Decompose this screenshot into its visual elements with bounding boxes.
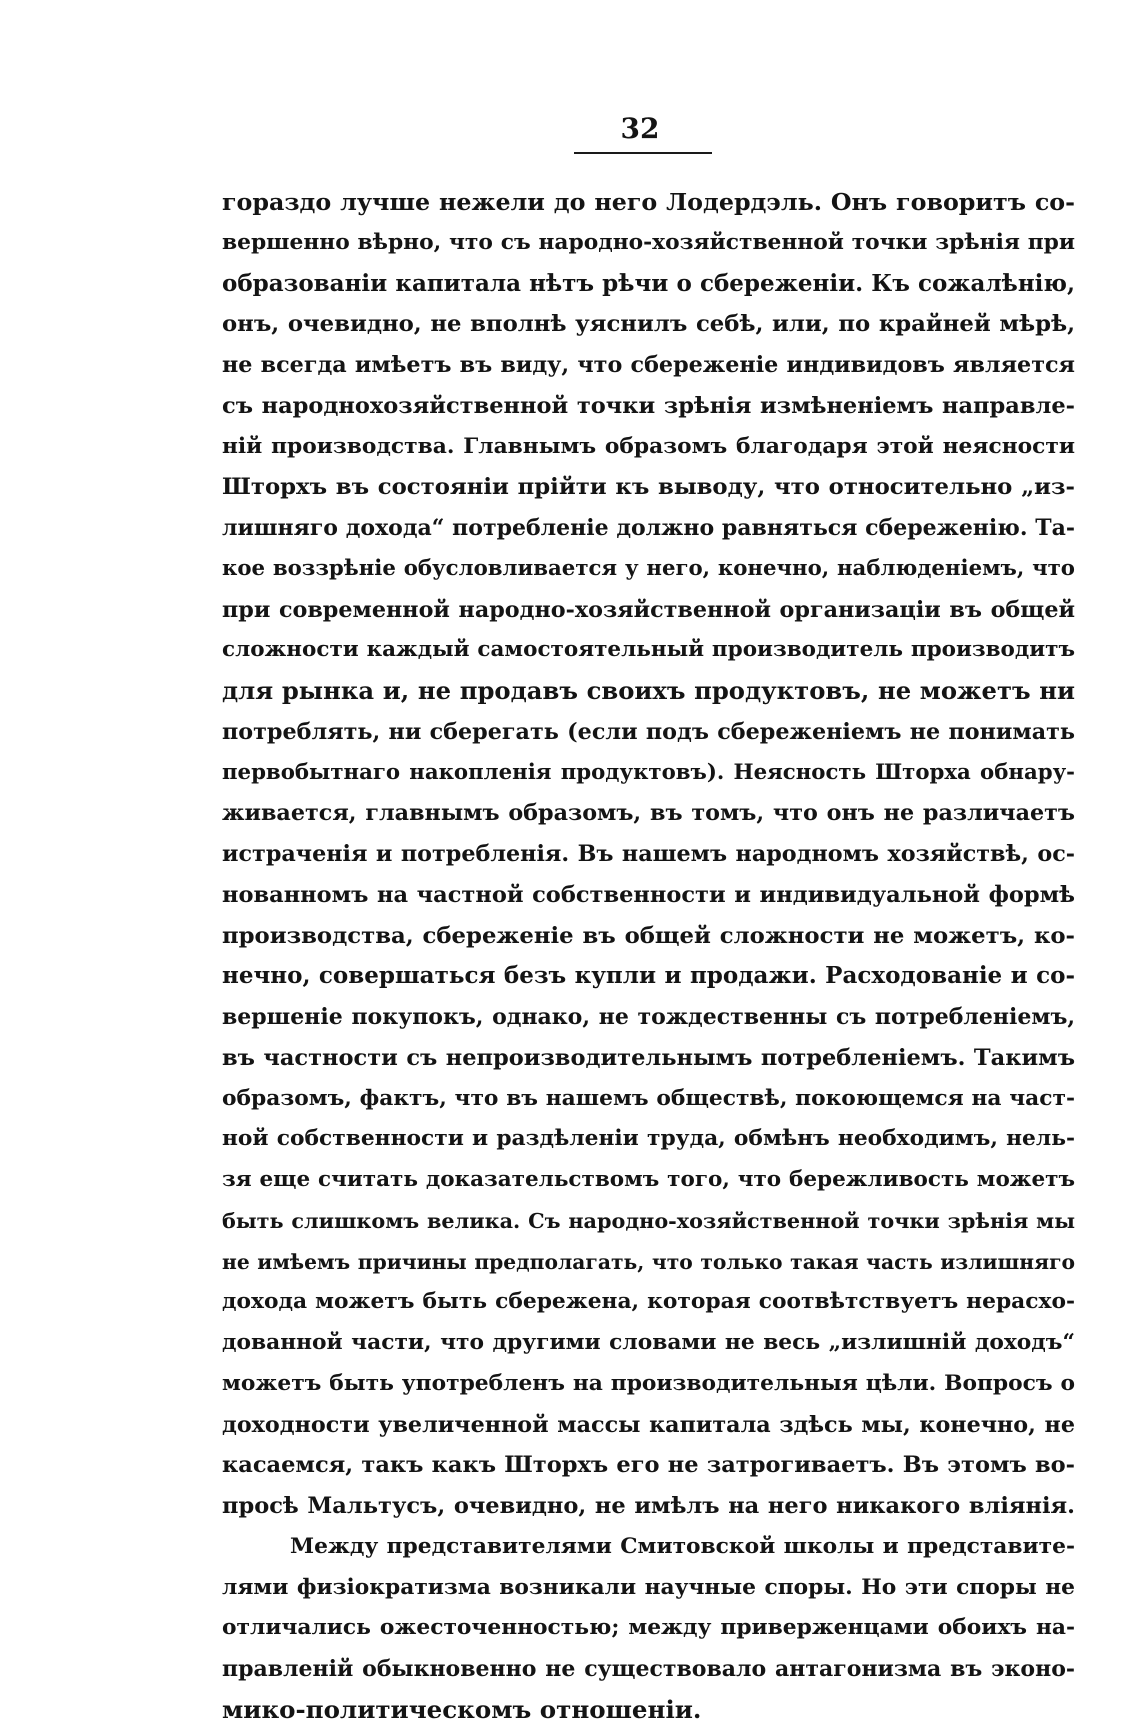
text-line: живается, главнымъ образомъ, въ томъ, что онъ не различаетъ <box>222 800 1075 827</box>
text-line: Между представителями Смитовской школы и представите- <box>290 1533 1075 1559</box>
text-line: правленій обыкновенно не существовало антагонизма въ эконо- <box>222 1656 1075 1682</box>
text-line: при современной народно-хозяйственной организаціи въ общей <box>222 596 1075 623</box>
text-line: въ частности съ непроизводительнымъ потребленіемъ. Такимъ <box>222 1044 1075 1071</box>
paragraph-1 <box>222 182 1075 1527</box>
text-line: производства, сбереженіе въ общей сложности не можетъ, ко- <box>222 922 1075 949</box>
text-line: лишняго дохода“ потребленіе должно равняться сбереженію. Та- <box>222 515 1075 541</box>
text-line: мико-политическомъ отношеніи. <box>222 1694 702 1724</box>
page-number-rule <box>574 152 712 154</box>
text-line: образованіи капитала нѣтъ рѣчи о сбереженіи. Къ сожалѣнію, <box>222 269 1075 297</box>
text-line: сложности каждый самостоятельный производитель производитъ <box>222 637 1075 663</box>
text-line: отличались ожесточенностью; между приверженцами обоихъ на- <box>222 1615 1075 1641</box>
text-line: ной собственности и раздѣленіи труда, обмѣнъ необходимъ, нель- <box>222 1126 1075 1152</box>
text-line: быть слишкомъ велика. Съ народно-хозяйственной точки зрѣнія мы <box>222 1208 1075 1233</box>
text-line: образомъ, фактъ, что въ нашемъ обществѣ, покоющемся на част- <box>222 1085 1075 1111</box>
text-line: вершенно вѣрно, что съ народно-хозяйственной точки зрѣнія при <box>222 229 1075 255</box>
text-line: не имѣемъ причины предполагать, что только такая часть излишняго <box>222 1249 1075 1274</box>
text-line: дованной части, что другими словами не весь „излишній доходъ“ <box>222 1330 1075 1355</box>
text-line: для рынка и, не продавъ своихъ продуктовъ, не можетъ ни <box>222 676 1075 705</box>
text-line: доходности увеличенной массы капитала здѣсь мы, конечно, не <box>222 1411 1075 1438</box>
text-line: кое воззрѣніе обусловливается у него, конечно, наблюденіемъ, что <box>222 555 1075 581</box>
text-line: дохода можетъ быть сбережена, которая соотвѣтствуетъ нерасхо- <box>222 1289 1075 1315</box>
text-line: вершеніе покупокъ, однако, не тождественны съ потребленіемъ, <box>222 1004 1075 1030</box>
page-number: 32 <box>620 112 660 145</box>
text-line: первобытнаго накопленія продуктовъ). Неясность Шторха обнару- <box>222 759 1075 785</box>
text-line: нечно, совершаться безъ купли и продажи. Расходованіе и со- <box>222 962 1075 990</box>
text-line: истраченія и потребленія. Въ нашемъ народномъ хозяйствѣ, ос- <box>222 841 1075 867</box>
text-line: нованномъ на частной собственности и индивидуальной формѣ <box>222 881 1075 908</box>
text-line: не всегда имѣетъ въ виду, что сбереженіе индивидовъ является <box>222 352 1075 378</box>
text-line: съ народнохозяйственной точки зрѣнія измѣненіемъ направле- <box>222 392 1075 419</box>
text-line: лями физіократизма возникали научные споры. Но эти споры не <box>222 1574 1075 1600</box>
text-line: просѣ Мальтусъ, очевидно, не имѣлъ на него никакого вліянія. <box>222 1493 1075 1519</box>
text-line: потреблять, ни сберегать (если подъ сбереженіемъ не понимать <box>222 718 1075 745</box>
paragraph-2 <box>222 1527 1075 1731</box>
text-line: гораздо лучше нежели до него Лодердэль. Онъ говоритъ со- <box>222 188 1075 216</box>
text-line: онъ, очевидно, не вполнѣ уяснилъ себѣ, или, по крайней мѣрѣ, <box>222 311 1075 338</box>
text-line: Шторхъ въ состояніи прійти къ выводу, что относительно „из- <box>222 474 1075 501</box>
text-line: касаемся, такъ какъ Шторхъ его не затрогиваетъ. Въ этомъ во- <box>222 1452 1075 1479</box>
text-line: можетъ быть употребленъ на производительныя цѣли. Вопросъ о <box>222 1370 1075 1396</box>
text-line: зя еще считать доказательствомъ того, что бережливость можетъ <box>222 1167 1075 1192</box>
text-line: ній производства. Главнымъ образомъ благодаря этой неясности <box>222 433 1075 459</box>
body-text <box>222 182 1075 1731</box>
